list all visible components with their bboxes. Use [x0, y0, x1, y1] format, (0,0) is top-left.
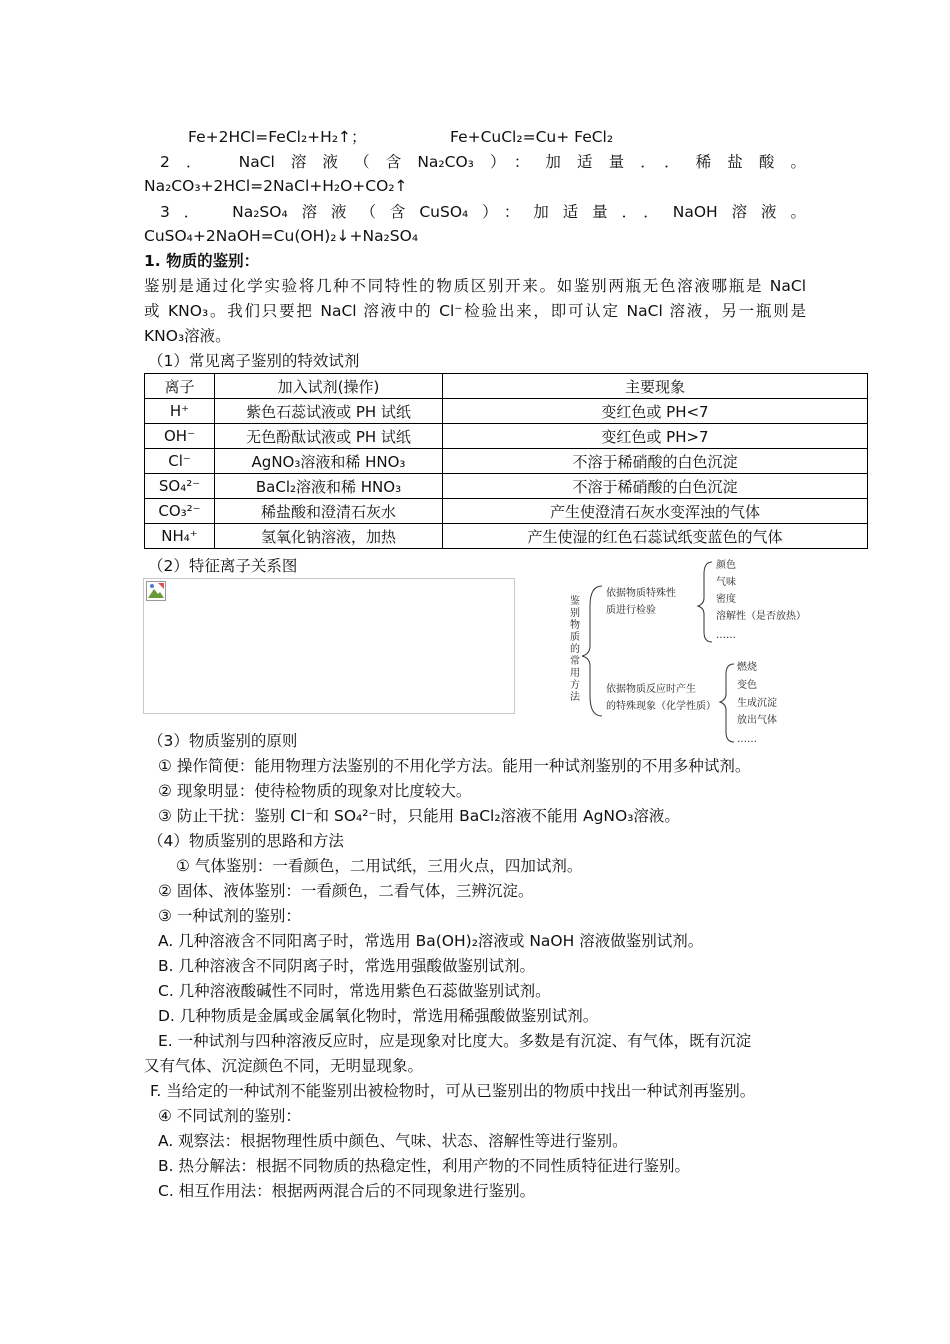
branch2-item: 放出气体 [737, 715, 777, 726]
branch1-item: …… [716, 630, 736, 641]
diagram-root-char: 常 [570, 656, 580, 667]
equation-item-2: Na₂CO₃+2HCl=2NaCl+H₂O+CO₂↑ [144, 177, 408, 195]
table-row [145, 449, 868, 474]
table-row [145, 499, 868, 524]
reagent-cell: 紫色石蕊试液或 PH 试纸 [215, 399, 443, 424]
branch2-line2: 的特殊现象（化学性质） [606, 701, 716, 712]
table-row [145, 399, 868, 424]
method-item-f: F. 当给定的一种试剂不能鉴别出被检物时，可从已鉴别出的物质中找出一种试剂再鉴别。 [150, 1082, 756, 1100]
ion-cell: OH⁻ [145, 424, 215, 449]
table-header-row [145, 374, 868, 399]
impurity-item-2: 2． NaCl溶液（含Na₂CO₃）：加适量．．稀盐酸。 [160, 153, 806, 171]
principle-2: ② 现象明显：使待检物质的现象对比度较大。 [158, 782, 472, 800]
table-row [145, 424, 868, 449]
method-item-c: C. 几种溶液酸碱性不同时，常选用紫色石蕊做鉴别试剂。 [158, 982, 551, 1000]
branch1-item: 密度 [716, 594, 736, 605]
equation-fe-cucl2: Fe+CuCl₂=Cu+ FeCl₂ [450, 128, 614, 146]
table-row [145, 524, 868, 549]
principle-1: ① 操作简便：能用物理方法鉴别的不用化学方法。能用一种试剂鉴别的不用多种试剂。 [158, 757, 751, 775]
ion-cell: NH₄⁺ [145, 524, 215, 549]
intro-line-3: KNO₃溶液。 [144, 327, 231, 345]
ion-reagent-table [144, 373, 868, 549]
diagram-root-char: 的 [570, 644, 580, 655]
method-solid-liquid: ② 固体、液体鉴别：一看颜色，二看气体，三辨沉淀。 [158, 882, 534, 900]
root-brace [582, 586, 602, 716]
branch2-item: 燃烧 [737, 662, 757, 673]
methods-title: （4）物质鉴别的思路和方法 [148, 832, 344, 850]
method-item-e-line1: E. 一种试剂与四种溶液反应时，应是现象对比度大。多数是有沉淀、有气体，既有沉淀 [158, 1032, 752, 1050]
reagent-cell: AgNO₃溶液和稀 HNO₃ [215, 449, 443, 474]
identification-method-diagram [560, 556, 820, 746]
diagram-root-char: 物 [570, 620, 580, 631]
branch1-item: 气味 [716, 577, 736, 588]
branch1-line1: 依据物质特殊性 [606, 588, 676, 599]
intro-line-2: 或 KNO₃。我们只要把 NaCl 溶液中的 Cl⁻检验出来，即可认定 NaCl 溶液，另一瓶则是 [144, 302, 806, 320]
diagram-root-char: 用 [570, 668, 580, 679]
principles-title: （3）物质鉴别的原则 [148, 732, 298, 750]
principle-3: ③ 防止干扰：鉴别 Cl⁻和 SO₄²⁻时，只能用 BaCl₂溶液不能用 AgNO₃溶液。 [158, 807, 680, 825]
broken-image-icon [146, 581, 166, 605]
branch2-item: 变色 [737, 680, 757, 691]
phenomenon-cell: 不溶于稀硝酸的白色沉淀 [443, 449, 868, 474]
method-observe: A. 观察法：根据物理性质中颜色、气味、状态、溶解性等进行鉴别。 [158, 1132, 628, 1150]
diagram-root-char: 鉴 [570, 596, 580, 607]
ion-cell: SO₄²⁻ [145, 474, 215, 499]
phenomenon-cell: 变红色或 PH>7 [443, 424, 868, 449]
branch1-line2: 质进行检验 [606, 605, 656, 616]
method-one-reagent: ③ 一种试剂的鉴别： [158, 907, 301, 925]
table-header-cell: 离子 [145, 374, 215, 399]
branch2-item: …… [737, 734, 757, 745]
reagent-cell: 稀盐酸和澄清石灰水 [215, 499, 443, 524]
table-header-cell: 主要现象 [443, 374, 868, 399]
method-item-d: D. 几种物质是金属或金属氧化物时，常选用稀强酸做鉴别试剂。 [158, 1007, 599, 1025]
method-mutual: C. 相互作用法：根据两两混合后的不同现象进行鉴别。 [158, 1182, 536, 1200]
section-heading: 1. 物质的鉴别： [144, 252, 260, 270]
table-row [145, 474, 868, 499]
subheading-2: （2）特征离子关系图 [148, 557, 298, 575]
branch1-brace [698, 562, 712, 642]
reagent-cell: BaCl₂溶液和稀 HNO₃ [215, 474, 443, 499]
diagram-root-char: 别 [570, 608, 580, 619]
method-item-b: B. 几种溶液含不同阴离子时，常选用强酸做鉴别试剂。 [158, 957, 535, 975]
diagram-root-char: 方 [570, 680, 580, 691]
ion-cell: CO₃²⁻ [145, 499, 215, 524]
branch2-line1: 依据物质反应时产生 [606, 684, 696, 695]
branch1-item: 颜色 [716, 560, 736, 571]
branch2-brace [720, 664, 734, 742]
ion-cell: H⁺ [145, 399, 215, 424]
phenomenon-cell: 产生使澄清石灰水变浑浊的气体 [443, 499, 868, 524]
diagram-root-char: 质 [570, 632, 580, 643]
reagent-cell: 氢氧化钠溶液，加热 [215, 524, 443, 549]
table-header-cell: 加入试剂(操作) [215, 374, 443, 399]
reagent-cell: 无色酚酞试液或 PH 试纸 [215, 424, 443, 449]
phenomenon-cell: 产生使湿的红色石蕊试纸变蓝色的气体 [443, 524, 868, 549]
branch2-item: 生成沉淀 [737, 698, 777, 709]
method-item-e-line2: 又有气体、沉淀颜色不同，无明显现象。 [144, 1057, 424, 1075]
branch1-item: 溶解性（是否放热） [716, 611, 806, 622]
equation-fe-hcl: Fe+2HCl=FeCl₂+H₂↑； [188, 128, 367, 146]
method-gas: ① 气体鉴别：一看颜色，二用试纸，三用火点，四加试剂。 [176, 857, 583, 875]
equation-item-3: CuSO₄+2NaOH=Cu(OH)₂↓+Na₂SO₄ [144, 227, 419, 245]
subheading-1: （1）常见离子鉴别的特效试剂 [148, 352, 360, 370]
phenomenon-cell: 不溶于稀硝酸的白色沉淀 [443, 474, 868, 499]
impurity-item-3: 3． Na₂SO₄溶液（含CuSO₄）：加适量．．NaOH溶液。 [160, 203, 806, 221]
method-thermal: B. 热分解法：根据不同物质的热稳定性，利用产物的不同性质特征进行鉴别。 [158, 1157, 690, 1175]
broken-image-placeholder [143, 578, 515, 714]
ion-cell: Cl⁻ [145, 449, 215, 474]
diagram-root-char: 法 [570, 692, 580, 703]
intro-line-1: 鉴别是通过化学实验将几种不同特性的物质区别开来。如鉴别两瓶无色溶液哪瓶是 NaCl [144, 277, 806, 295]
phenomenon-cell: 变红色或 PH<7 [443, 399, 868, 424]
method-different-reagents: ④ 不同试剂的鉴别： [158, 1107, 301, 1125]
method-item-a: A. 几种溶液含不同阳离子时，常选用 Ba(OH)₂溶液或 NaOH 溶液做鉴别试剂。 [158, 932, 704, 950]
